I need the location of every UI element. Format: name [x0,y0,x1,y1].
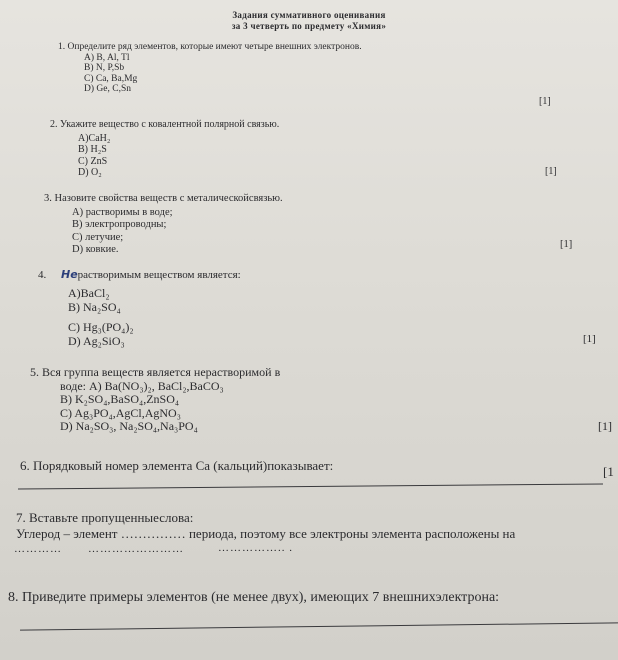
question-7 [16,510,515,542]
question-5-line2: воде: A) Ba(NO₃)₂, BaCl₂,BaCO₃ [60,378,224,393]
question-4-handwritten-prefix: Не [61,268,78,281]
question-2-option-a: A)CaH₂ [78,132,111,144]
question-3-option-b: B) электропроводны; [72,219,167,230]
question-6 [20,458,333,473]
question-1-option-b: B) N, P,Sb [84,63,125,73]
question-2-mark: [1] [545,166,557,177]
question-8-answer-line [20,622,618,630]
question-1-mark: [1] [539,96,551,107]
question-1-option-c: C) Ca, Ba,Mg [84,73,138,84]
question-5-option-d: D) Na₂SO₃, Na₂SO₄,Na₃PO₄ [60,419,198,433]
question-4-option-a: A)BaCl₂ [68,286,110,300]
question-4-number: 4. [38,269,47,281]
question-4-text: растворимым веществом является: [77,269,241,281]
question-3-text: 3. Назовите свойства веществ с металическойсвязью. [44,193,283,204]
question-5-mark: [1] [598,419,612,433]
question-5-option-b: B) K₂SO₄,BaSO₄,ZnSO₄ [60,392,180,406]
question-2-option-d: D) O₂ [78,167,102,178]
question-1-option-d: D) Ge, C,Sn [84,84,131,94]
question-7-line2: Углерод – элемент …………… периода, поэтому все электроны элемента расположены на [16,526,516,541]
question-7-text: 7. Вставьте пропущенныеслова: [16,510,194,525]
question-2 [50,119,279,179]
question-2-text: 2. Укажите вещество с ковалентной полярной связью. [50,119,280,130]
question-6-answer-line [18,483,603,489]
question-1-text: 1. Определите ряд элементов, которые имеют четыре внешних электронов. [58,42,362,52]
question-4-option-d: D) Ag₂SiO₃ [68,334,125,348]
question-4-mark: [1] [583,333,596,345]
question-3-option-a: A) растворимы в воде; [72,206,173,218]
header-subtitle: за 3 четверть по предмету «Химия» [231,21,387,31]
question-3-option-c: C) летучие; [72,231,124,243]
question-8 [8,590,499,606]
question-2-option-c: C) ZnS [78,155,108,167]
question-1-option-a: A) B, Al, Tl [84,52,130,63]
question-8-text: 8. Приведите примеры элементов (не менее двух), имеющих 7 внешнихэлектрона: [8,590,500,605]
question-6-mark: [1 [603,464,614,479]
question-3 [44,193,283,257]
question-7-blank-1: ………… [14,543,62,555]
question-5-option-c: C) Ag₃PO₄,AgCl,AgNO₃ [60,405,181,420]
worksheet-header [0,10,618,32]
question-1 [58,42,362,95]
question-4-option-c: C) Hg₃(PO₄)₂ [68,320,134,334]
question-3-mark: [1] [560,239,573,250]
question-4 [38,268,241,348]
question-6-text: 6. Порядковый номер элемента Ca (кальций)показывает: [20,458,334,473]
question-5 [30,366,280,434]
question-2-option-b: B) H₂S [78,144,107,155]
question-4-heading [38,268,241,282]
question-3-option-d: D) ковкие. [72,244,119,255]
question-7-blank-2: …………………… [88,543,184,555]
question-5-text: 5. Вся группа веществ является нерастворимой в [30,365,281,379]
question-4-option-b: B) Na₂SO₄ [68,300,121,314]
question-7-blank-3: …………….. . [218,542,293,554]
header-title: Задания суммативного оценивания [232,10,386,20]
